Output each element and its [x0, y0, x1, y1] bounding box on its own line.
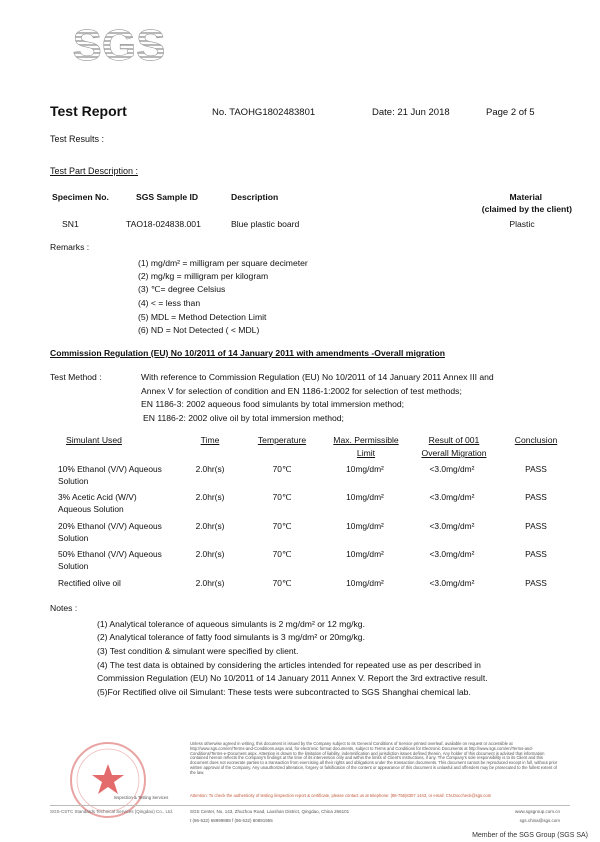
- report-title: Test Report: [50, 103, 127, 119]
- star-icon: [92, 764, 124, 794]
- table-row-result: <3.0mg/dm²: [429, 464, 475, 474]
- table-row-temp: 70℃: [272, 549, 292, 559]
- note-item: (4) The test data is obtained by considering the articles intended for repeated use as per described in: [97, 660, 481, 670]
- result-header-2: Overall Migration: [421, 448, 487, 458]
- table-row-time: 2.0hr(s): [195, 549, 225, 559]
- temperature-header: Temperature: [257, 435, 307, 445]
- table-row-limit: 10mg/dm²: [346, 492, 384, 502]
- seal-company: SGS-CSTC Standards Technical Services (Qingdao) Co., Ltd.: [50, 809, 173, 814]
- test-method-line: Annex V for selection of condition and EN 1186-1:2002 for selection of test methods;: [141, 386, 462, 396]
- remarks-label: Remarks :: [50, 242, 90, 252]
- report-number: No. TAOHG1802483801: [212, 107, 316, 118]
- sample-id-header: SGS Sample ID: [136, 192, 199, 202]
- remark-item: (1) mg/dm² = milligram per square decimeter: [138, 258, 308, 268]
- table-row-simulant-2: Solution: [58, 533, 89, 543]
- table-row-limit: 10mg/dm²: [346, 578, 384, 588]
- note-item: (5)For Rectified olive oil Simulant: These tests were subcontracted to SGS Shanghai chemical lab.: [97, 687, 471, 697]
- remark-item: (3) ℃= degree Celsius: [138, 284, 226, 294]
- table-row-simulant: 50% Ethanol (V/V) Aqueous: [58, 549, 162, 559]
- table-row-simulant: Rectified olive oil: [58, 578, 121, 588]
- test-results-label: Test Results :: [50, 134, 105, 144]
- table-row-limit: 10mg/dm²: [346, 464, 384, 474]
- notes-label: Notes :: [50, 603, 78, 613]
- table-row-simulant-2: Aqueous Solution: [58, 504, 124, 514]
- part-description-label: Test Part Description :: [50, 166, 139, 176]
- footer-divider: [50, 805, 570, 806]
- result-header: Result of 001: [428, 435, 480, 445]
- specimen-no-header: Specimen No.: [52, 192, 109, 202]
- footer-attention: Attention: To check the authenticity of testing /inspection report & certificate, please contact us at telephone: (86-755)8307 1443, or email: CN.Doccheck@sgs.com: [190, 793, 492, 798]
- table-row-simulant-2: Solution: [58, 561, 89, 571]
- table-row-temp: 70℃: [272, 492, 292, 502]
- remark-item: (4) < = less than: [138, 298, 201, 308]
- footer-phone: t (86-532) 68999888 f (86-532) 80891955: [190, 818, 273, 823]
- table-row-conclusion: PASS: [525, 578, 547, 588]
- seal-department: Inspection & Testing Services: [113, 795, 169, 800]
- table-row-time: 2.0hr(s): [195, 464, 225, 474]
- table-row-conclusion: PASS: [525, 464, 547, 474]
- note-item: (1) Analytical tolerance of aqueous simulants is 2 mg/dm² or 12 mg/kg.: [97, 619, 365, 629]
- table-row-time: 2.0hr(s): [195, 521, 225, 531]
- remark-item: (6) ND = Not Detected ( < MDL): [138, 325, 260, 335]
- report-date: Date: 21 Jun 2018: [372, 107, 450, 118]
- table-row-simulant: 10% Ethanol (V/V) Aqueous: [58, 464, 162, 474]
- max-limit-header-2: Limit: [356, 448, 376, 458]
- footer-disclaimer: Unless otherwise agreed in writing, this document is issued by the Company subject to its General Conditions of Service printed overleaf, available on request or accessible at http://www.sgs.com/en/Terms-and-Conditions.aspx and, for electronic format documents, subject to Terms and Conditions for Electronic Documents at http://www.sgs.com/en/Terms-and-Conditions/Terms-e-Document.aspx. Attention is drawn to the limitation of liability, indemnification and jurisdiction issues defined therein. Any holder of this document is advised that information contained hereon reflects the Company's findings at the time of its intervention only and within the limits of Client's instructions, if any. The Company's sole responsibility is to its Client and this document does not exonerate parties to a transaction from exercising all their rights and obligations under the transaction documents. This document cannot be reproduced except in full, without prior written approval of the Company. Any unauthorized alteration, forgery or falsification of the content or appearance of this document is unlawful and offenders may be prosecuted to the fullest extent of the law.: [190, 741, 558, 775]
- sample-id-cell: TAO18-024838.001: [126, 219, 201, 229]
- description-header: Description: [231, 192, 279, 202]
- specimen-no-cell: SN1: [62, 219, 79, 229]
- table-row-simulant: 20% Ethanol (V/V) Aqueous: [58, 521, 162, 531]
- table-row-time: 2.0hr(s): [195, 492, 225, 502]
- table-row-conclusion: PASS: [525, 492, 547, 502]
- table-row-result: <3.0mg/dm²: [429, 578, 475, 588]
- table-row-temp: 70℃: [272, 578, 292, 588]
- description-cell: Blue plastic board: [231, 219, 300, 229]
- note-item: Commission Regulation (EU) No 10/2011 of 14 January 2011 Annex V. Report the 3rd extractive result.: [97, 673, 488, 683]
- sgs-logo-graphic: [70, 20, 168, 68]
- test-method-line: EN 1186-2: 2002 olive oil by total immersion method;: [143, 413, 344, 423]
- footer-address: SGS Center, No. 143, Zhuzhou Road, Laoshan District, Qingdao, China 266101: [190, 809, 350, 814]
- test-method-line: With reference to Commission Regulation (EU) No 10/2011 of 14 January 2011 Annex III and: [141, 372, 494, 382]
- material-header: Material: [509, 192, 542, 202]
- table-row-result: <3.0mg/dm²: [429, 521, 475, 531]
- remark-item: (5) MDL = Method Detection Limit: [138, 312, 267, 322]
- note-item: (2) Analytical tolerance of fatty food simulants is 3 mg/dm² or 20mg/kg.: [97, 632, 365, 642]
- page-indicator: Page 2 of 5: [486, 107, 535, 118]
- note-item: (3) Test condition & simulant were specified by client.: [97, 646, 299, 656]
- simulant-header: Simulant Used: [66, 435, 122, 445]
- conclusion-header: Conclusion: [514, 435, 558, 445]
- material-claimed-header: (claimed by the client): [481, 204, 572, 214]
- max-limit-header: Max. Permissible: [333, 435, 399, 445]
- table-row-temp: 70℃: [272, 464, 292, 474]
- footer-member: Member of the SGS Group (SGS SA): [472, 832, 588, 839]
- material-cell: Plastic: [509, 219, 535, 229]
- footer-website: www.sgsgroup.com.cn: [514, 809, 560, 814]
- table-row-limit: 10mg/dm²: [346, 549, 384, 559]
- table-row-simulant: 3% Acetic Acid (W/V): [58, 492, 137, 502]
- table-row-time: 2.0hr(s): [195, 578, 225, 588]
- time-header: Time: [200, 435, 220, 445]
- table-row-result: <3.0mg/dm²: [429, 492, 475, 502]
- table-row-conclusion: PASS: [525, 521, 547, 531]
- sgs-logo: [70, 20, 168, 68]
- table-row-result: <3.0mg/dm²: [429, 549, 475, 559]
- table-row-conclusion: PASS: [525, 549, 547, 559]
- test-method-line: EN 1186-3: 2002 aqueous food simulants by total immersion method;: [141, 399, 405, 409]
- section-title: Commission Regulation (EU) No 10/2011 of 14 January 2011 with amendments -Overall migration: [50, 348, 445, 358]
- seal-graphic: [68, 740, 148, 820]
- logo-text: SGS: [72, 21, 166, 68]
- table-row-temp: 70℃: [272, 521, 292, 531]
- footer-email: sgs.china@sgs.com: [519, 818, 560, 823]
- table-row-simulant-2: Solution: [58, 476, 89, 486]
- test-method-label: Test Method :: [50, 372, 102, 382]
- company-seal: [68, 740, 148, 820]
- remark-item: (2) mg/kg = milligram per kilogram: [138, 271, 269, 281]
- table-row-limit: 10mg/dm²: [346, 521, 384, 531]
